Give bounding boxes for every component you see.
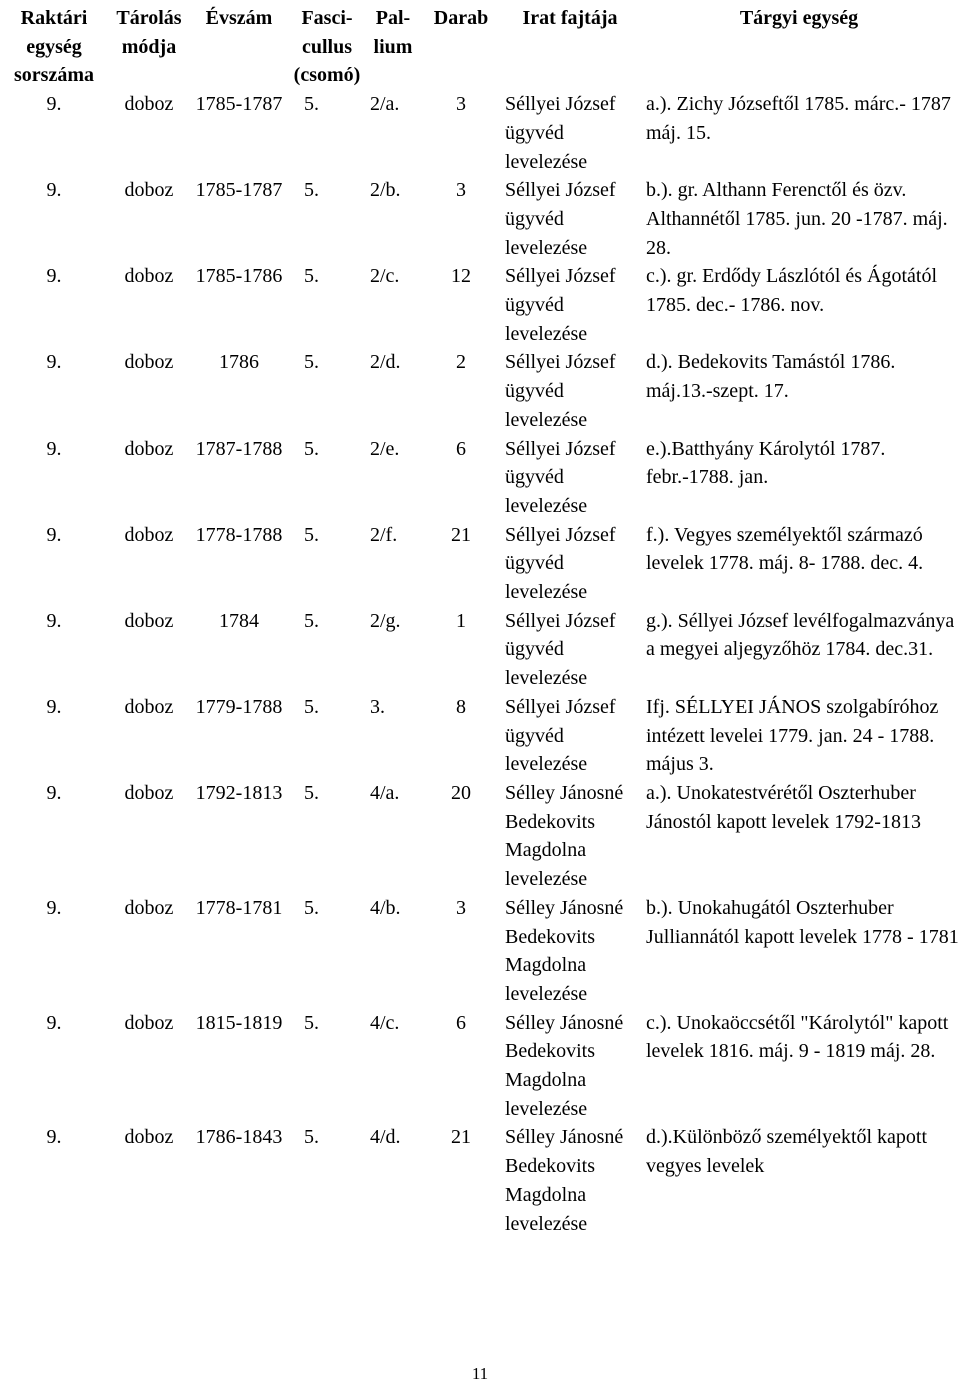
cell-pallium: 2/c. xyxy=(370,265,400,288)
cell-fasciculus: 5. xyxy=(304,781,319,804)
header-evszam: Évszám xyxy=(205,7,273,29)
table-row xyxy=(0,607,960,693)
cell-raktari: 9. xyxy=(46,1011,62,1034)
cell-targyi-egyseg: a.). Unokatestvérétől Oszterhuber Jánostól kapott levelek 1792-1813 xyxy=(646,781,921,833)
cell-darab: 21 xyxy=(451,523,471,546)
cell-fasciculus: 5. xyxy=(304,609,319,632)
cell-targyi-egyseg: e.).Batthyány Károlytól 1787. febr.-1788. jan. xyxy=(646,437,886,489)
header-targyi: Tárgyi egység xyxy=(739,7,859,29)
header-fasciculus: Fasci-cullus (csomó) xyxy=(293,7,361,87)
cell-irat-fajtaja: Sélley Jánosné Bedekovits Magdolna levelezése xyxy=(505,781,624,891)
table-row xyxy=(0,90,960,176)
cell-irat-fajtaja: Séllyei József ügyvéd levelezése xyxy=(505,695,616,776)
cell-irat-fajtaja: Séllyei József ügyvéd levelezése xyxy=(505,437,616,517)
cell-irat-fajtaja: Séllyei József ügyvéd levelezése xyxy=(505,609,616,690)
cell-irat-fajtaja: Sélley Jánosné Bedekovits Magdolna levelezése xyxy=(505,1126,624,1235)
cell-tarolas: doboz xyxy=(124,179,174,202)
page-number: 11 xyxy=(471,1364,489,1383)
cell-pallium: 2/b. xyxy=(370,179,401,202)
table-row xyxy=(0,262,960,348)
cell-raktari: 9. xyxy=(46,351,62,374)
cell-darab: 8 xyxy=(456,695,466,718)
cell-darab: 6 xyxy=(456,1011,466,1034)
cell-evszam: 1785-1787 xyxy=(195,93,283,116)
header-raktari: Raktári egység sorszáma xyxy=(14,7,94,87)
cell-pallium: 2/f. xyxy=(370,523,398,546)
cell-darab: 3 xyxy=(456,93,466,116)
cell-irat-fajtaja: Sélley Jánosné Bedekovits Magdolna levelezése xyxy=(505,896,624,1005)
cell-targyi-egyseg: d.). Bedekovits Tamástól 1786. máj.13.-szept. 17. xyxy=(646,351,896,403)
table-row xyxy=(0,779,960,894)
cell-pallium: 4/a. xyxy=(370,781,400,804)
cell-raktari: 9. xyxy=(46,437,62,460)
cell-raktari: 9. xyxy=(46,781,62,804)
cell-irat-fajtaja: Sélley Jánosné Bedekovits Magdolna levelezése xyxy=(505,1011,624,1120)
cell-darab: 3 xyxy=(456,896,466,919)
cell-tarolas: doboz xyxy=(124,351,174,374)
cell-targyi-egyseg: a.). Zichy Józseftől 1785. márc.- 1787 máj. 15. xyxy=(646,93,951,144)
cell-evszam: 1778-1781 xyxy=(195,896,283,919)
header-darab: Darab xyxy=(433,7,489,29)
cell-evszam: 1784 xyxy=(219,609,259,632)
cell-evszam: 1815-1819 xyxy=(195,1011,283,1034)
cell-irat-fajtaja: Séllyei József ügyvéd levelezése xyxy=(505,351,616,431)
cell-raktari: 9. xyxy=(46,523,62,546)
cell-tarolas: doboz xyxy=(124,437,174,460)
cell-fasciculus: 5. xyxy=(304,523,319,546)
cell-darab: 12 xyxy=(451,265,471,288)
cell-evszam: 1792-1813 xyxy=(195,781,283,804)
cell-tarolas: doboz xyxy=(124,1126,174,1149)
cell-raktari: 9. xyxy=(46,179,62,202)
header-irat: Irat fajtája xyxy=(522,7,618,29)
table-row xyxy=(0,521,960,607)
table-row xyxy=(0,348,960,434)
cell-fasciculus: 5. xyxy=(304,179,319,202)
cell-fasciculus: 5. xyxy=(304,351,319,374)
cell-irat-fajtaja: Séllyei József ügyvéd levelezése xyxy=(505,93,616,173)
table-row xyxy=(0,435,960,521)
cell-pallium: 3. xyxy=(370,695,385,718)
cell-tarolas: doboz xyxy=(124,265,174,288)
archive-table xyxy=(0,4,960,1238)
cell-raktari: 9. xyxy=(46,896,62,919)
cell-darab: 1 xyxy=(456,609,466,632)
cell-tarolas: doboz xyxy=(124,609,174,632)
cell-fasciculus: 5. xyxy=(304,695,319,718)
cell-evszam: 1785-1786 xyxy=(195,265,283,288)
cell-pallium: 4/b. xyxy=(370,896,401,919)
cell-raktari: 9. xyxy=(46,93,62,116)
cell-evszam: 1787-1788 xyxy=(195,437,283,460)
cell-targyi-egyseg: c.). gr. Erdődy Lászlótól és Ágotától 1785. dec.- 1786. nov. xyxy=(646,265,938,317)
table-row xyxy=(0,176,960,262)
table-row xyxy=(0,894,960,1009)
cell-tarolas: doboz xyxy=(124,695,174,718)
cell-fasciculus: 5. xyxy=(304,896,319,919)
cell-targyi-egyseg: g.). Séllyei József levélfogalmazványa a megyei aljegyzőhöz 1784. dec.31. xyxy=(646,609,955,661)
cell-darab: 21 xyxy=(451,1126,471,1149)
table-row xyxy=(0,1123,960,1238)
cell-raktari: 9. xyxy=(46,265,62,288)
header-tarolas: Tárolás módja xyxy=(116,7,182,58)
cell-raktari: 9. xyxy=(46,1126,62,1149)
cell-darab: 3 xyxy=(456,179,466,202)
cell-pallium: 2/d. xyxy=(370,351,401,374)
cell-irat-fajtaja: Séllyei József ügyvéd levelezése xyxy=(505,265,616,345)
cell-evszam: 1786-1843 xyxy=(195,1126,283,1149)
cell-pallium: 2/e. xyxy=(370,437,400,460)
table-row xyxy=(0,1009,960,1124)
cell-tarolas: doboz xyxy=(124,1011,174,1034)
cell-irat-fajtaja: Séllyei József ügyvéd levelezése xyxy=(505,523,616,604)
cell-fasciculus: 5. xyxy=(304,93,319,116)
cell-fasciculus: 5. xyxy=(304,265,319,288)
cell-targyi-egyseg: b.). Unokahugától Oszterhuber Julliannától kapott levelek 1778 - 1781 xyxy=(646,896,959,948)
cell-tarolas: doboz xyxy=(124,523,174,546)
cell-targyi-egyseg: b.). gr. Althann Ferenctől és özv. Althannétől 1785. jun. 20 -1787. máj. 28. xyxy=(646,179,948,259)
cell-fasciculus: 5. xyxy=(304,1011,319,1034)
cell-darab: 6 xyxy=(456,437,466,460)
cell-pallium: 4/d. xyxy=(370,1126,401,1149)
cell-targyi-egyseg: Ifj. SÉLLYEI JÁNOS szolgabíróhoz intézett levelei 1779. jan. 24 - 1788. május 3. xyxy=(646,695,939,776)
cell-evszam: 1786 xyxy=(219,351,259,374)
cell-darab: 2 xyxy=(456,351,466,374)
cell-raktari: 9. xyxy=(46,609,62,632)
cell-evszam: 1779-1788 xyxy=(195,695,283,718)
table-body xyxy=(0,90,960,1238)
cell-fasciculus: 5. xyxy=(304,1126,319,1149)
cell-tarolas: doboz xyxy=(124,781,174,804)
cell-fasciculus: 5. xyxy=(304,437,319,460)
cell-irat-fajtaja: Séllyei József ügyvéd levelezése xyxy=(505,179,616,259)
header-row xyxy=(0,4,960,90)
cell-raktari: 9. xyxy=(46,695,62,718)
cell-pallium: 2/g. xyxy=(370,609,401,632)
cell-targyi-egyseg: f.). Vegyes személyektől származó levelek 1778. máj. 8- 1788. dec. 4. xyxy=(646,523,924,575)
document-page xyxy=(0,4,960,1383)
cell-pallium: 4/c. xyxy=(370,1011,400,1034)
cell-darab: 20 xyxy=(451,781,471,804)
table-row xyxy=(0,693,960,779)
cell-pallium: 2/a. xyxy=(370,93,400,116)
cell-tarolas: doboz xyxy=(124,93,174,116)
header-pallium: Pal-lium xyxy=(373,7,413,58)
cell-targyi-egyseg: d.).Különböző személyektől kapott vegyes levelek xyxy=(646,1126,928,1178)
cell-tarolas: doboz xyxy=(124,896,174,919)
cell-evszam: 1778-1788 xyxy=(195,523,283,546)
cell-targyi-egyseg: c.). Unokaöccsétől "Károlytól" kapott levelek 1816. máj. 9 - 1819 máj. 28. xyxy=(646,1011,949,1063)
cell-evszam: 1785-1787 xyxy=(195,179,283,202)
